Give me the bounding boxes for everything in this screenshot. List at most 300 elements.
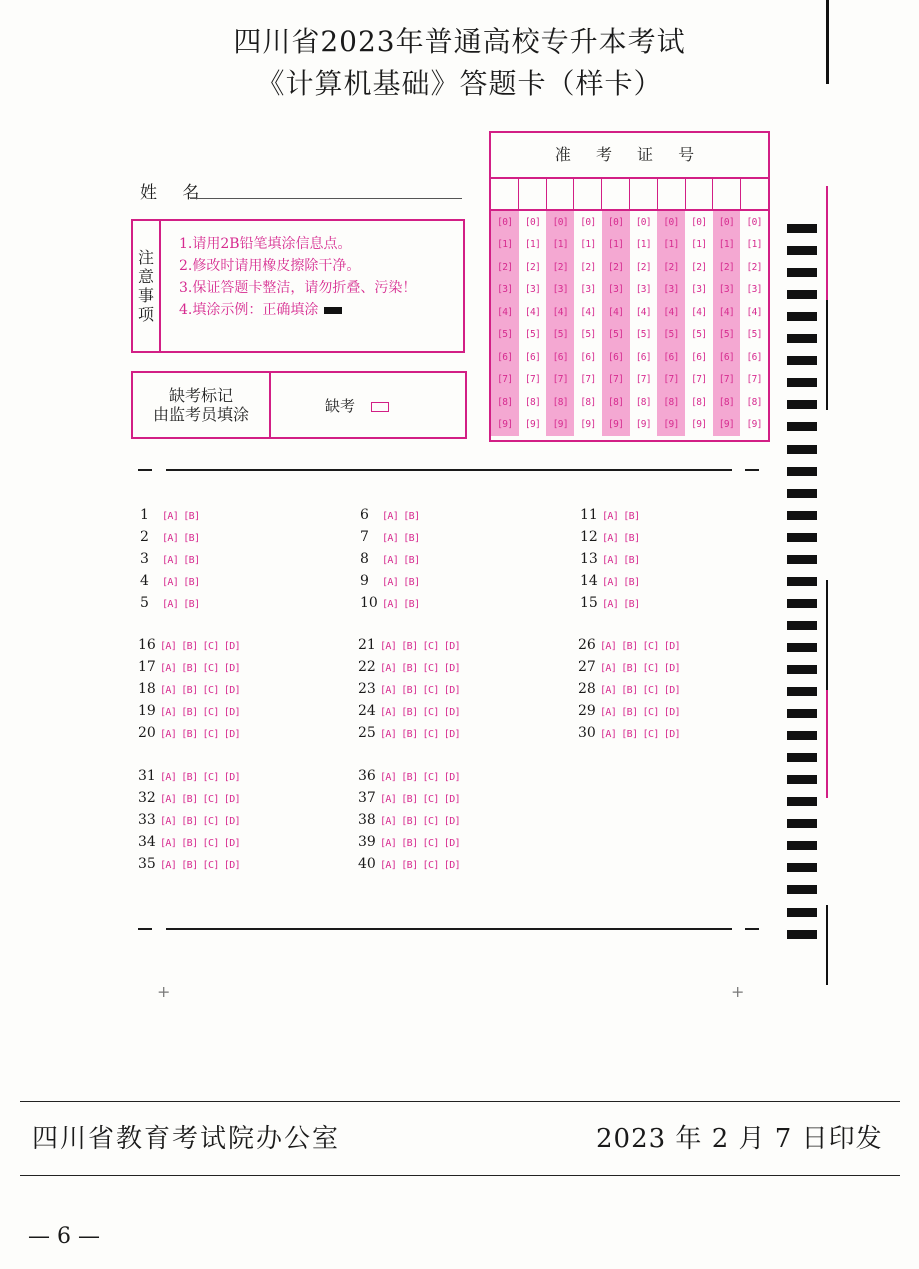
answer-bubble[interactable]: [D] bbox=[223, 860, 241, 871]
digit-bubble[interactable]: [6] bbox=[552, 351, 568, 363]
answer-bubble[interactable]: [B] bbox=[181, 772, 198, 783]
exam-id-write-cell[interactable] bbox=[741, 179, 768, 209]
digit-bubble[interactable]: [8] bbox=[691, 396, 707, 408]
answer-bubble[interactable]: [C] bbox=[202, 794, 219, 805]
digit-bubble[interactable]: [5] bbox=[607, 329, 624, 341]
answer-bubble[interactable]: [A] bbox=[160, 860, 177, 871]
digit-bubble[interactable]: [8] bbox=[607, 396, 624, 408]
answer-bubble[interactable]: [D] bbox=[223, 707, 241, 718]
question-number: 10 bbox=[360, 595, 378, 611]
answer-bubble[interactable]: [D] bbox=[443, 685, 461, 696]
digit-bubble[interactable]: [0] bbox=[497, 216, 513, 228]
answer-bubble[interactable]: [B] bbox=[621, 707, 638, 718]
answer-bubble[interactable]: [A] bbox=[162, 555, 179, 566]
digit-bubble[interactable]: [7] bbox=[607, 374, 624, 386]
notes-header-char: 事 bbox=[137, 286, 154, 305]
digit-bubble[interactable]: [9] bbox=[524, 419, 541, 431]
answer-bubble[interactable]: [D] bbox=[223, 663, 241, 674]
digit-bubble[interactable]: [0] bbox=[580, 216, 596, 228]
answer-bubble[interactable]: [D] bbox=[443, 641, 461, 652]
answer-bubble[interactable]: [B] bbox=[183, 511, 200, 522]
timing-mark bbox=[787, 863, 817, 872]
answer-bubble[interactable]: [A] bbox=[600, 663, 617, 674]
digit-bubble[interactable]: [1] bbox=[635, 239, 652, 251]
digit-bubble[interactable]: [9] bbox=[746, 419, 762, 431]
answer-bubble[interactable]: [B] bbox=[181, 838, 198, 849]
answer-bubble[interactable]: [C] bbox=[202, 685, 219, 696]
digit-bubble[interactable]: [3] bbox=[663, 284, 679, 296]
answer-bubble[interactable]: [B] bbox=[401, 816, 418, 827]
digit-bubble[interactable]: [0] bbox=[718, 216, 735, 228]
answer-bubble[interactable]: [B] bbox=[401, 838, 418, 849]
digit-bubble[interactable]: [7] bbox=[635, 374, 652, 386]
digit-bubble[interactable]: [4] bbox=[718, 306, 735, 318]
answer-bubble[interactable]: [A] bbox=[600, 641, 617, 652]
question-number: 18 bbox=[138, 681, 156, 697]
answer-bubble[interactable]: [D] bbox=[663, 729, 681, 740]
question-number: 3 bbox=[140, 551, 149, 567]
question-number: 20 bbox=[138, 725, 156, 741]
question-row bbox=[360, 592, 425, 614]
digit-bubble[interactable]: [6] bbox=[718, 351, 735, 363]
digit-bubble[interactable]: [0] bbox=[663, 216, 679, 228]
digit-bubble[interactable]: [6] bbox=[497, 351, 513, 363]
digit-bubble[interactable]: [6] bbox=[607, 351, 624, 363]
question-number: 24 bbox=[358, 703, 376, 719]
digit-bubble[interactable]: [0] bbox=[607, 216, 624, 228]
question-row bbox=[360, 526, 425, 548]
answer-bubble[interactable]: [A] bbox=[160, 838, 177, 849]
answer-bubble[interactable]: [B] bbox=[401, 729, 418, 740]
answer-bubble[interactable]: [B] bbox=[403, 511, 420, 522]
footer-rule-bottom bbox=[20, 1175, 900, 1176]
digit-bubble[interactable]: [9] bbox=[691, 419, 707, 431]
answer-bubble[interactable]: [C] bbox=[422, 707, 439, 718]
answer-bubble[interactable]: [D] bbox=[443, 860, 461, 871]
answer-bubble[interactable]: [A] bbox=[382, 555, 399, 566]
question-number: 37 bbox=[358, 790, 376, 806]
digit-bubble[interactable]: [3] bbox=[746, 284, 762, 296]
question-number: 38 bbox=[358, 812, 376, 828]
answer-bubble[interactable]: [A] bbox=[382, 511, 399, 522]
answer-bubble[interactable]: [A] bbox=[382, 599, 399, 610]
digit-bubble[interactable]: [4] bbox=[497, 306, 513, 318]
timing-mark bbox=[787, 467, 817, 476]
digit-bubble[interactable]: [3] bbox=[524, 284, 541, 296]
digit-bubble[interactable]: [8] bbox=[552, 396, 568, 408]
answer-bubble[interactable]: [B] bbox=[401, 707, 418, 718]
answer-bubble[interactable]: [C] bbox=[642, 663, 659, 674]
exam-id-write-cell[interactable] bbox=[602, 179, 630, 209]
answer-bubble[interactable]: [B] bbox=[183, 599, 200, 610]
answer-bubble[interactable]: [B] bbox=[623, 577, 640, 588]
digit-bubble[interactable]: [2] bbox=[691, 261, 707, 273]
question-row bbox=[140, 526, 205, 548]
answer-bubble[interactable]: [C] bbox=[202, 641, 219, 652]
answer-bubble[interactable]: [B] bbox=[623, 555, 640, 566]
digit-bubble[interactable]: [1] bbox=[552, 239, 568, 251]
answer-bubble[interactable]: [D] bbox=[443, 663, 461, 674]
exam-id-write-cell[interactable] bbox=[658, 179, 686, 209]
answer-bubble[interactable]: [B] bbox=[401, 794, 418, 805]
digit-bubble[interactable]: [3] bbox=[607, 284, 624, 296]
answer-bubble[interactable]: [A] bbox=[600, 729, 617, 740]
digit-bubble[interactable]: [8] bbox=[524, 396, 541, 408]
question-row bbox=[578, 678, 685, 700]
answer-bubble[interactable]: [D] bbox=[443, 729, 461, 740]
answer-bubble[interactable]: [B] bbox=[621, 663, 638, 674]
answer-bubble[interactable]: [C] bbox=[642, 707, 659, 718]
answer-bubble[interactable]: [A] bbox=[160, 663, 177, 674]
edge-mark bbox=[826, 690, 828, 798]
answer-bubble[interactable]: [B] bbox=[181, 707, 198, 718]
digit-bubble[interactable]: [4] bbox=[607, 306, 624, 318]
answer-bubble[interactable]: [B] bbox=[403, 533, 420, 544]
question-row bbox=[138, 700, 245, 722]
answer-bubble[interactable]: [A] bbox=[380, 772, 397, 783]
answer-bubble[interactable]: [C] bbox=[202, 663, 219, 674]
answer-bubble[interactable]: [A] bbox=[380, 707, 397, 718]
digit-bubble[interactable]: [1] bbox=[524, 239, 541, 251]
answer-bubble[interactable]: [A] bbox=[602, 577, 619, 588]
digit-bubble[interactable]: [3] bbox=[580, 284, 596, 296]
answer-bubble[interactable]: [D] bbox=[663, 685, 681, 696]
digit-bubble[interactable]: [3] bbox=[552, 284, 568, 296]
digit-bubble[interactable]: [9] bbox=[607, 419, 624, 431]
digit-bubble[interactable]: [5] bbox=[635, 329, 652, 341]
answer-bubble[interactable]: [B] bbox=[401, 860, 418, 871]
answer-bubble[interactable]: [C] bbox=[642, 685, 659, 696]
exam-id-write-cell[interactable] bbox=[713, 179, 741, 209]
answer-bubble[interactable]: [D] bbox=[663, 641, 681, 652]
answer-bubble[interactable]: [D] bbox=[223, 685, 241, 696]
timing-mark bbox=[787, 665, 817, 674]
digit-bubble[interactable]: [8] bbox=[718, 396, 735, 408]
answer-bubble[interactable]: [A] bbox=[160, 641, 177, 652]
digit-bubble[interactable]: [3] bbox=[635, 284, 652, 296]
answer-bubble[interactable]: [B] bbox=[623, 533, 640, 544]
question-number: 31 bbox=[138, 768, 156, 784]
digit-bubble[interactable]: [9] bbox=[718, 419, 735, 431]
answer-bubble[interactable]: [B] bbox=[401, 772, 418, 783]
answer-bubble[interactable]: [C] bbox=[422, 816, 439, 827]
question-number: 22 bbox=[358, 659, 376, 675]
answer-bubble[interactable]: [B] bbox=[181, 685, 198, 696]
answer-bubble[interactable]: [A] bbox=[162, 599, 179, 610]
answer-bubble[interactable]: [C] bbox=[202, 816, 219, 827]
notes-box bbox=[131, 219, 465, 353]
digit-bubble[interactable]: [8] bbox=[497, 396, 513, 408]
exam-id-write-cell[interactable] bbox=[519, 179, 547, 209]
answer-bubble[interactable]: [B] bbox=[183, 555, 200, 566]
digit-bubble[interactable]: [4] bbox=[635, 306, 652, 318]
answer-bubble[interactable]: [B] bbox=[623, 511, 640, 522]
answer-bubble[interactable]: [A] bbox=[380, 838, 397, 849]
digit-bubble[interactable]: [5] bbox=[746, 329, 762, 341]
answer-bubble[interactable]: [B] bbox=[621, 685, 638, 696]
answer-bubble[interactable]: [A] bbox=[160, 707, 177, 718]
digit-bubble[interactable]: [2] bbox=[580, 261, 596, 273]
answer-bubble[interactable]: [A] bbox=[160, 816, 177, 827]
digit-bubble[interactable]: [4] bbox=[691, 306, 707, 318]
timing-mark bbox=[787, 731, 817, 740]
question-number: 28 bbox=[578, 681, 596, 697]
note-item-text: 4.填涂示例：正确填涂 bbox=[179, 302, 319, 318]
digit-bubble[interactable]: [0] bbox=[691, 216, 707, 228]
answer-bubble[interactable]: [A] bbox=[380, 641, 397, 652]
answer-bubble[interactable]: [A] bbox=[380, 794, 397, 805]
answer-bubble[interactable]: [C] bbox=[202, 707, 219, 718]
timing-mark bbox=[787, 422, 817, 431]
exam-id-write-cell[interactable] bbox=[491, 179, 519, 209]
timing-mark bbox=[787, 511, 817, 520]
page-number: — 6 — bbox=[28, 1224, 100, 1249]
answer-bubble[interactable]: [D] bbox=[223, 838, 241, 849]
answer-bubble[interactable]: [B] bbox=[183, 533, 200, 544]
exam-id-column bbox=[519, 211, 547, 436]
digit-bubble[interactable]: [8] bbox=[635, 396, 652, 408]
question-row bbox=[138, 722, 245, 744]
answer-bubble[interactable]: [C] bbox=[422, 794, 439, 805]
answer-bubble[interactable]: [B] bbox=[401, 641, 418, 652]
answer-bubble[interactable]: [D] bbox=[443, 838, 461, 849]
question-number: 8 bbox=[360, 551, 369, 567]
answer-bubble[interactable]: [A] bbox=[160, 772, 177, 783]
timing-mark bbox=[787, 334, 817, 343]
digit-bubble[interactable]: [3] bbox=[497, 284, 513, 296]
digit-bubble[interactable]: [7] bbox=[746, 374, 762, 386]
answer-bubble[interactable]: [C] bbox=[422, 663, 439, 674]
notes-header-char: 意 bbox=[137, 267, 154, 286]
answer-bubble[interactable]: [A] bbox=[602, 511, 619, 522]
digit-bubble[interactable]: [7] bbox=[691, 374, 707, 386]
answer-bubble[interactable]: [A] bbox=[600, 707, 617, 718]
answer-bubble[interactable]: [A] bbox=[162, 511, 179, 522]
digit-bubble[interactable]: [1] bbox=[718, 239, 735, 251]
answer-bubble[interactable]: [B] bbox=[181, 641, 198, 652]
timing-mark bbox=[787, 819, 817, 828]
question-row bbox=[138, 809, 245, 831]
answer-bubble[interactable]: [B] bbox=[183, 577, 200, 588]
answer-bubble[interactable]: [C] bbox=[422, 641, 439, 652]
digit-bubble[interactable]: [4] bbox=[552, 306, 568, 318]
answer-bubble[interactable]: [A] bbox=[380, 685, 397, 696]
answer-bubble[interactable]: [D] bbox=[223, 772, 241, 783]
digit-bubble[interactable]: [2] bbox=[746, 261, 762, 273]
digit-bubble[interactable]: [6] bbox=[580, 351, 596, 363]
digit-bubble[interactable]: [2] bbox=[524, 261, 541, 273]
answer-bubble[interactable]: [D] bbox=[443, 794, 461, 805]
digit-bubble[interactable]: [4] bbox=[580, 306, 596, 318]
absent-label bbox=[133, 373, 271, 437]
answer-bubble[interactable]: [D] bbox=[443, 707, 461, 718]
answer-block-tf bbox=[580, 504, 645, 614]
answer-bubble[interactable]: [C] bbox=[202, 860, 219, 871]
digit-bubble[interactable]: [0] bbox=[524, 216, 541, 228]
digit-bubble[interactable]: [2] bbox=[663, 261, 679, 273]
digit-bubble[interactable]: [5] bbox=[580, 329, 596, 341]
digit-bubble[interactable]: [6] bbox=[524, 351, 541, 363]
digit-bubble[interactable]: [7] bbox=[497, 374, 513, 386]
absent-checkbox-label: 缺考 bbox=[325, 397, 356, 415]
answer-bubble[interactable]: [B] bbox=[181, 729, 198, 740]
digit-bubble[interactable]: [0] bbox=[552, 216, 568, 228]
answer-bubble[interactable]: [D] bbox=[223, 794, 241, 805]
answer-bubble[interactable]: [A] bbox=[380, 816, 397, 827]
digit-bubble[interactable]: [7] bbox=[663, 374, 679, 386]
digit-bubble[interactable]: [5] bbox=[524, 329, 541, 341]
answer-bubble[interactable]: [D] bbox=[223, 641, 241, 652]
answer-bubble[interactable]: [A] bbox=[162, 533, 179, 544]
question-row bbox=[358, 634, 465, 656]
digit-bubble[interactable]: [1] bbox=[497, 239, 513, 251]
question-number: 4 bbox=[140, 573, 149, 589]
digit-bubble[interactable]: [0] bbox=[746, 216, 762, 228]
footer-rule-top bbox=[20, 1101, 900, 1102]
digit-bubble[interactable]: [8] bbox=[663, 396, 679, 408]
answer-bubble[interactable]: [C] bbox=[202, 729, 219, 740]
question-number: 36 bbox=[358, 768, 376, 784]
answer-bubble[interactable]: [C] bbox=[422, 685, 439, 696]
digit-bubble[interactable]: [7] bbox=[718, 374, 735, 386]
digit-bubble[interactable]: [6] bbox=[663, 351, 679, 363]
digit-bubble[interactable]: [1] bbox=[691, 239, 707, 251]
answer-bubble[interactable]: [C] bbox=[642, 641, 659, 652]
answer-block-tf bbox=[140, 504, 205, 614]
answer-bubble[interactable]: [C] bbox=[422, 860, 439, 871]
digit-bubble[interactable]: [7] bbox=[524, 374, 541, 386]
answer-bubble[interactable]: [A] bbox=[160, 729, 177, 740]
digit-bubble[interactable]: [2] bbox=[552, 261, 568, 273]
edge-mark bbox=[826, 186, 828, 304]
answer-bubble[interactable]: [A] bbox=[380, 729, 397, 740]
answer-bubble[interactable]: [A] bbox=[382, 533, 399, 544]
timing-mark bbox=[787, 643, 817, 652]
answer-bubble[interactable]: [D] bbox=[443, 816, 461, 827]
answer-bubble[interactable]: [C] bbox=[202, 838, 219, 849]
answer-bubble[interactable]: [C] bbox=[422, 772, 439, 783]
answer-bubble[interactable]: [B] bbox=[401, 685, 418, 696]
digit-bubble[interactable]: [9] bbox=[580, 419, 596, 431]
answer-bubble[interactable]: [B] bbox=[623, 599, 640, 610]
edge-mark bbox=[826, 580, 828, 690]
digit-bubble[interactable]: [6] bbox=[635, 351, 652, 363]
digit-bubble[interactable]: [6] bbox=[746, 351, 762, 363]
exam-id-column bbox=[574, 211, 602, 436]
answer-bubble[interactable]: [A] bbox=[160, 794, 177, 805]
digit-bubble[interactable]: [5] bbox=[663, 329, 679, 341]
digit-bubble[interactable]: [7] bbox=[580, 374, 596, 386]
fill-sample-mark bbox=[324, 307, 342, 314]
digit-bubble[interactable]: [5] bbox=[718, 329, 735, 341]
absent-checkbox[interactable] bbox=[371, 402, 389, 412]
exam-id-column bbox=[713, 211, 741, 436]
question-row bbox=[578, 722, 685, 744]
digit-bubble[interactable]: [8] bbox=[746, 396, 762, 408]
answer-bubble[interactable]: [B] bbox=[181, 663, 198, 674]
answer-bubble[interactable]: [A] bbox=[602, 555, 619, 566]
answer-bubble[interactable]: [C] bbox=[202, 772, 219, 783]
digit-bubble[interactable]: [9] bbox=[663, 419, 679, 431]
digit-bubble[interactable]: [2] bbox=[497, 261, 513, 273]
answer-bubble[interactable]: [C] bbox=[422, 838, 439, 849]
digit-bubble[interactable]: [5] bbox=[497, 329, 513, 341]
digit-bubble[interactable]: [7] bbox=[552, 374, 568, 386]
digit-bubble[interactable]: [9] bbox=[552, 419, 568, 431]
answer-bubble[interactable]: [D] bbox=[223, 729, 241, 740]
digit-bubble[interactable]: [1] bbox=[607, 239, 624, 251]
exam-id-write-cell[interactable] bbox=[574, 179, 602, 209]
digit-bubble[interactable]: [2] bbox=[635, 261, 652, 273]
exam-id-write-cell[interactable] bbox=[547, 179, 575, 209]
digit-bubble[interactable]: [1] bbox=[746, 239, 762, 251]
digit-bubble[interactable]: [4] bbox=[746, 306, 762, 318]
answer-bubble[interactable]: [D] bbox=[663, 707, 681, 718]
name-label: 姓 名 bbox=[140, 183, 210, 203]
answer-bubble[interactable]: [A] bbox=[602, 533, 619, 544]
answer-bubble[interactable]: [B] bbox=[181, 816, 198, 827]
digit-bubble[interactable]: [4] bbox=[663, 306, 679, 318]
answer-bubble[interactable]: [C] bbox=[642, 729, 659, 740]
name-input-line[interactable] bbox=[190, 198, 462, 199]
answer-bubble[interactable]: [A] bbox=[380, 663, 397, 674]
question-row bbox=[578, 656, 685, 678]
answer-bubble[interactable]: [B] bbox=[181, 794, 198, 805]
digit-bubble[interactable]: [0] bbox=[635, 216, 652, 228]
answer-bubble[interactable]: [A] bbox=[382, 577, 399, 588]
answer-bubble[interactable]: [B] bbox=[401, 663, 418, 674]
divider-bottom-left-dash bbox=[138, 928, 152, 930]
answer-bubble[interactable]: [B] bbox=[621, 641, 638, 652]
digit-bubble[interactable]: [4] bbox=[524, 306, 541, 318]
exam-id-column bbox=[685, 211, 713, 436]
answer-bubble[interactable]: [B] bbox=[403, 599, 420, 610]
question-number: 14 bbox=[580, 573, 598, 589]
question-row bbox=[138, 656, 245, 678]
answer-bubble[interactable]: [B] bbox=[621, 729, 638, 740]
digit-bubble[interactable]: [6] bbox=[691, 351, 707, 363]
digit-bubble[interactable]: [9] bbox=[497, 419, 513, 431]
exam-id-column bbox=[657, 211, 685, 436]
digit-bubble[interactable]: [5] bbox=[552, 329, 568, 341]
answer-bubble[interactable]: [A] bbox=[602, 599, 619, 610]
exam-id-write-cell[interactable] bbox=[686, 179, 714, 209]
answer-bubble[interactable]: [A] bbox=[600, 685, 617, 696]
digit-bubble[interactable]: [5] bbox=[691, 329, 707, 341]
answer-bubble[interactable]: [A] bbox=[160, 685, 177, 696]
digit-bubble[interactable]: [1] bbox=[580, 239, 596, 251]
answer-bubble[interactable]: [D] bbox=[223, 816, 241, 827]
answer-bubble[interactable]: [B] bbox=[403, 577, 420, 588]
exam-id-write-cell[interactable] bbox=[630, 179, 658, 209]
digit-bubble[interactable]: [3] bbox=[718, 284, 735, 296]
answer-bubble[interactable]: [B] bbox=[181, 860, 198, 871]
answer-bubble[interactable]: [D] bbox=[443, 772, 461, 783]
question-row bbox=[138, 787, 245, 809]
answer-bubble[interactable]: [B] bbox=[403, 555, 420, 566]
digit-bubble[interactable]: [8] bbox=[580, 396, 596, 408]
question-row bbox=[358, 853, 465, 875]
digit-bubble[interactable]: [1] bbox=[663, 239, 679, 251]
digit-bubble[interactable]: [2] bbox=[607, 261, 624, 273]
answer-bubble[interactable]: [D] bbox=[663, 663, 681, 674]
digit-bubble[interactable]: [2] bbox=[718, 261, 735, 273]
answer-bubble[interactable]: [C] bbox=[422, 729, 439, 740]
answer-bubble[interactable]: [A] bbox=[380, 860, 397, 871]
digit-bubble[interactable]: [9] bbox=[635, 419, 652, 431]
answer-bubble[interactable]: [A] bbox=[162, 577, 179, 588]
digit-bubble[interactable]: [3] bbox=[691, 284, 707, 296]
